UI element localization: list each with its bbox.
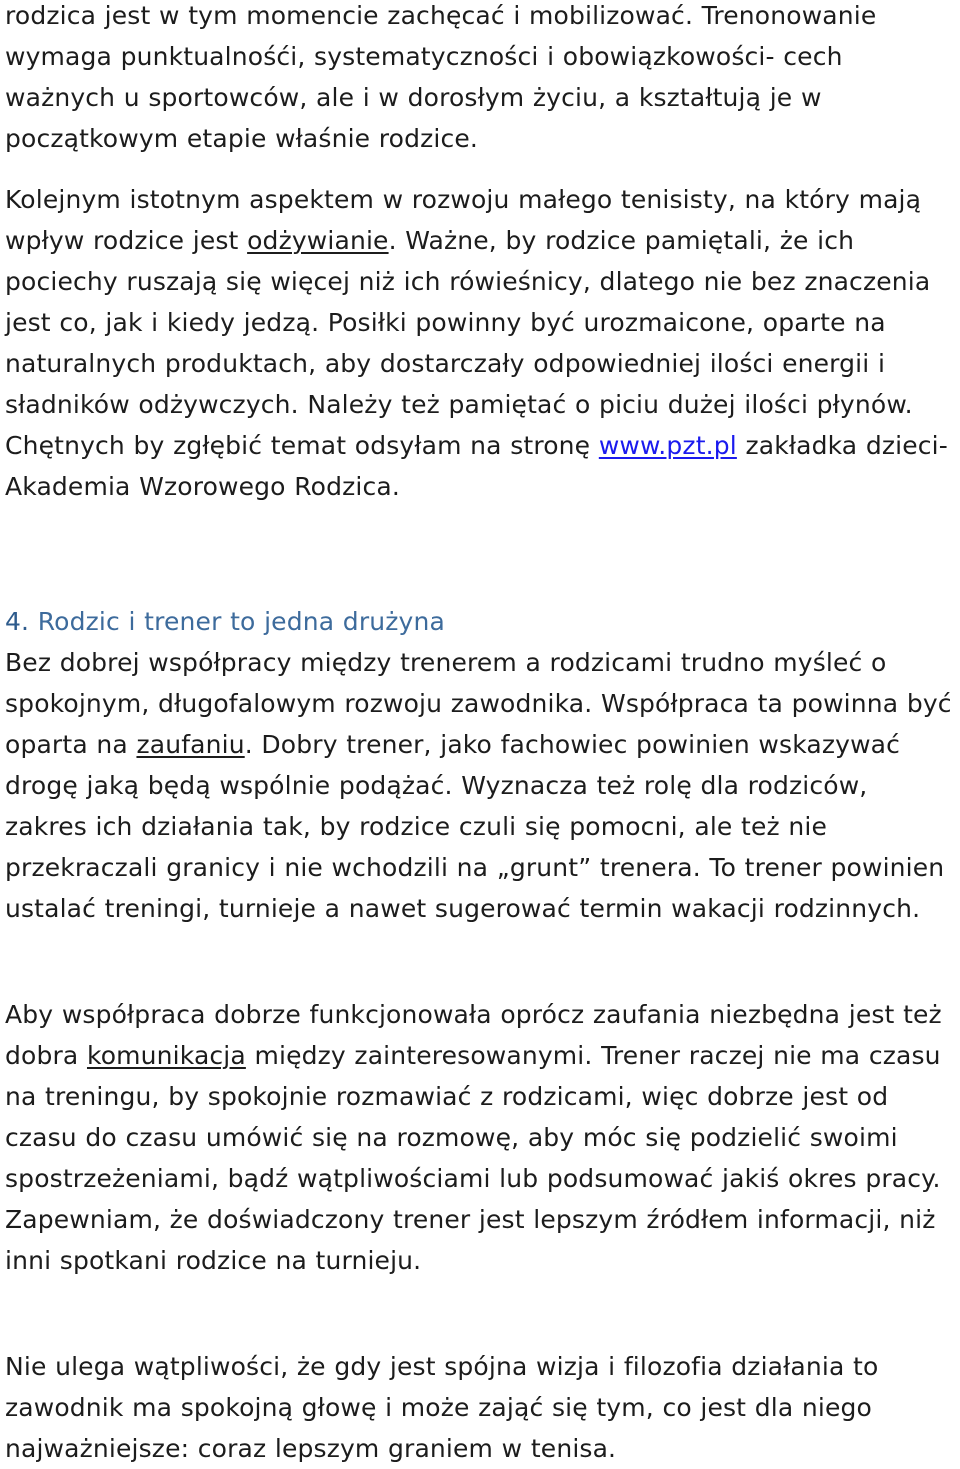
- paragraph-nutrition: [5, 179, 957, 507]
- pzt-website-link[interactable]: www.pzt.pl: [598, 431, 737, 460]
- paragraph-text: rodzica jest w tym momencie zachęcać i mobilizować. Trenonowanie wymaga punktualnośći, systematyczności i obowiązkowości- cech ważnych u sportowców, ale i w dorosłym życiu, a kształtują je w początkowym etapie właśnie rodzice.: [5, 1, 877, 153]
- paragraph-communication: [5, 994, 957, 1281]
- paragraph-text: Bez dobrej współpracy między trenerem a rodzicami trudno myśleć o spokojnym, długofalowym rozwoju zawodnika. Współpraca ta powinna być oparta na: [5, 648, 952, 759]
- paragraph-text: Aby współpraca dobrze funkcjonowała oprócz zaufania niezbędna jest też dobra: [5, 1000, 942, 1070]
- section-heading: [5, 601, 445, 642]
- paragraph-cooperation: [5, 642, 957, 929]
- trust-underlined-term: zaufaniu: [136, 730, 245, 759]
- communication-underlined-term: komunikacja: [86, 1041, 246, 1070]
- paragraph-text: Kolejnym istotnym aspektem w rozwoju małego tenisisty, na który mają wpływ rodzice jest: [5, 185, 922, 255]
- nutrition-underlined-term: odżywianie: [247, 226, 389, 255]
- paragraph-text: . Ważne, by rodzice pamiętali, że ich pociechy ruszają się więcej niż ich rówieśnicy, dlatego nie bez znaczenia jest co, jak i kiedy jedzą. Posiłki powinny być urozmaicone, oparte na naturalnych produktach, aby dostarczały odpowiedniej ilości energii i sładników odżywczych. Należy też pamiętać o piciu dużej ilości płynów. Chętnych by zgłębić temat odsyłam na stronę: [5, 226, 931, 460]
- paragraph-conclusion: [5, 1346, 957, 1469]
- section-title: Rodzic i trener to jedna drużyna: [37, 607, 445, 636]
- paragraph-text: między zainteresowanymi. Trener raczej nie ma czasu na treningu, by spokojnie rozmawiać z rodzicami, więc dobrze jest od czasu do czasu umówić się na rozmowę, aby móc się podzielić swoimi spostrzeżeniami, bądź wątpliwościami lub podsumować jakiś okres pracy. Zapewniam, że doświadczony trener jest lepszym źródłem informacji, niż inni spotkani rodzice na turnieju.: [5, 1041, 941, 1275]
- paragraph-text: . Dobry trener, jako fachowiec powinien wskazywać drogę jaką będą wspólnie podążać. Wyznacza też rolę dla rodziców, zakres ich działania tak, by rodzice czuli się pomocni, ale też nie przekraczali granicy i nie wchodzili na „grunt” trenera. To trener powinien ustalać treningi, turnieje a nawet sugerować termin wakacji rodzinnych.: [5, 730, 945, 923]
- paragraph-parent-motivation: [5, 0, 957, 159]
- paragraph-text: zakładka dzieci- Akademia Wzorowego Rodzica.: [5, 431, 948, 501]
- paragraph-text: Nie ulega wątpliwości, że gdy jest spójna wizja i filozofia działania to zawodnik ma spokojną głowę i może zająć się tym, co jest dla niego najważniejsze: coraz lepszym graniem w tenisa.: [5, 1352, 879, 1463]
- section-number: 4.: [5, 607, 30, 636]
